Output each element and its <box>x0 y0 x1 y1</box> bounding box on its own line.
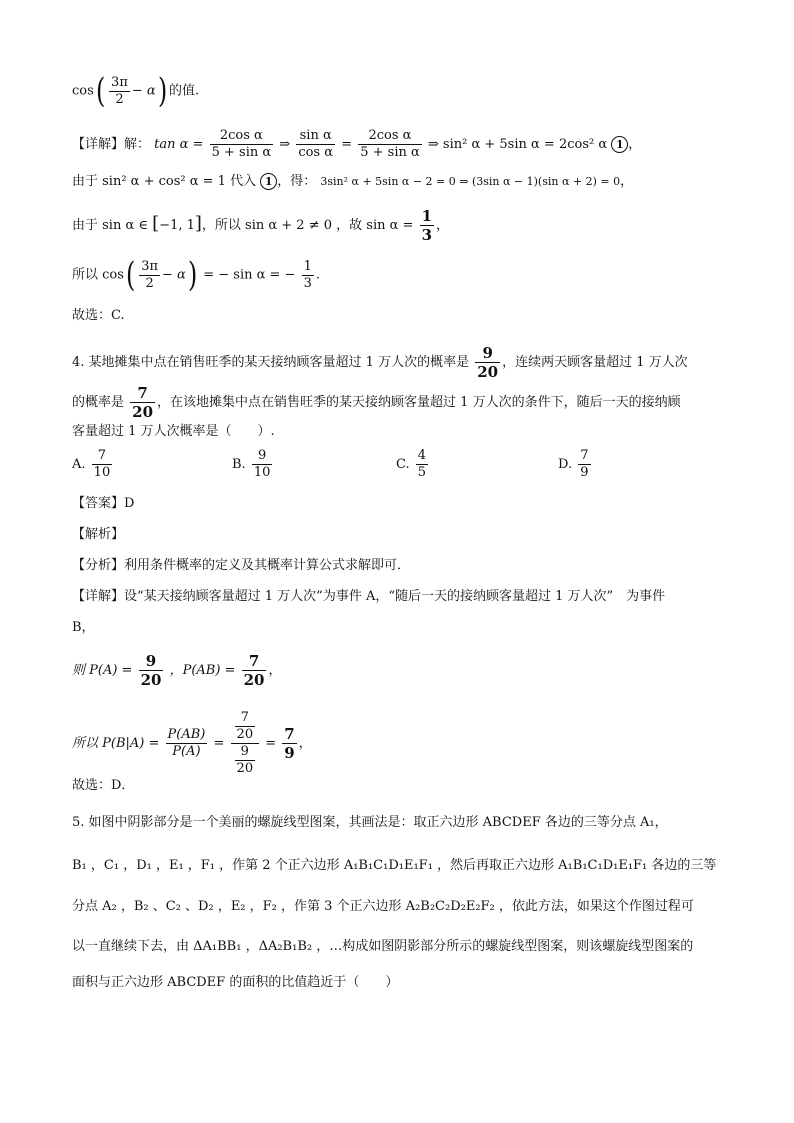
answer-line: 【答案】D <box>72 496 135 511</box>
frac-num: 2cos α <box>358 128 422 145</box>
option-fraction <box>578 448 590 481</box>
factored-expression: 3sin² α + 5sin α − 2 = 0 ⇒ (3sin α − 1)(sin α + 2) = 0 <box>320 175 621 188</box>
option-fraction <box>252 448 273 481</box>
option-label: A. <box>72 457 86 472</box>
option-label: B. <box>232 457 246 472</box>
frac-den: 20 <box>477 363 499 381</box>
frac-den: 10 <box>253 465 271 480</box>
range-text-2: ，所以 sin α + 2 ≠ 0 ，故 sin α = <box>201 218 414 233</box>
q4-line-3: 客量超过 1 万人次概率是（ ）. <box>72 424 275 439</box>
option-c[interactable] <box>396 448 430 481</box>
q5-line-1: 5. 如图中阴影部分是一个美丽的螺旋线型图案，其画法是：取正六边形 ABCDEF 各边的三等分点 A₁， <box>72 815 668 830</box>
q4-text-2: ，在该地摊集中点在销售旺季的某天接纳顾客量超过 1 万人次的条件下，随后一天的接纳顾 <box>157 395 681 410</box>
tail-comma: ， <box>268 663 282 678</box>
frac-den: 9 <box>580 465 589 480</box>
frac-num: 7 <box>284 725 295 743</box>
inner-fraction <box>235 710 256 743</box>
complex-num <box>231 710 260 744</box>
tail-comma: ， <box>298 736 312 751</box>
frac-num: 7 <box>235 710 256 727</box>
minus-alpha: − α <box>131 83 156 99</box>
tan-eq: tan α = <box>154 137 204 152</box>
frac-num: 7 <box>92 448 113 465</box>
complex-fraction <box>231 710 260 777</box>
range-text: 由于 sin α ∈ <box>72 218 153 233</box>
fraction-pab-pa <box>166 727 208 760</box>
option-label: D. <box>558 457 573 472</box>
fraction-one-third <box>420 207 434 244</box>
option-b[interactable] <box>232 448 274 481</box>
equals: = <box>265 736 277 751</box>
fraction-7-20 <box>130 384 155 421</box>
minus-alpha: − α <box>162 267 186 283</box>
frac-num: 9 <box>475 344 500 363</box>
fraction-9-20 <box>475 344 500 381</box>
frac-den: 2 <box>145 275 154 291</box>
range-line <box>72 207 449 244</box>
pa-prefix: 则 P(A) = <box>72 663 133 678</box>
detail4-line-1: 【详解】设“某天接纳顾客量超过 1 万人次”为事件 A，“随后一天的接纳顾客量超过 1 万人次” 为事件 <box>72 589 666 604</box>
implies-arrow: ⇒ <box>279 137 291 152</box>
q4-line-2 <box>72 384 681 421</box>
frac-num: 1 <box>421 207 432 225</box>
pba-prefix: 所以 P(B|A) = <box>72 736 160 751</box>
option-a[interactable] <box>72 448 114 481</box>
detail4-line-2: B， <box>72 620 95 635</box>
left-paren: ( <box>95 71 106 111</box>
q4-text: 的概率是 <box>72 395 125 410</box>
frac-den: 3 <box>303 275 312 291</box>
so-prefix: 所以 cos <box>72 267 124 283</box>
option-fraction <box>416 448 428 481</box>
sub-text-2: ，得： <box>277 174 317 189</box>
left-paren: ( <box>125 255 136 295</box>
top-expression-line <box>72 71 200 111</box>
frac-den: 20 <box>236 727 254 742</box>
frac-num: 1 <box>303 258 312 274</box>
frac-num: 4 <box>417 448 427 463</box>
frac-den: 10 <box>93 465 111 480</box>
frac-den: 5 + sin α <box>360 145 420 160</box>
option-label: C. <box>396 457 410 472</box>
jiexi-line: 【解析】 <box>72 527 125 542</box>
so-mid: = − sin α = − <box>203 267 296 283</box>
tail-text: 的值. <box>168 83 200 99</box>
frac-num: 3π <box>141 258 159 274</box>
frac-num: P(AB) <box>167 727 206 742</box>
frac-den: P(A) <box>172 744 201 759</box>
frac-num: 9 <box>252 448 273 465</box>
fraction-one-third <box>302 259 314 292</box>
fraction-1 <box>210 128 274 161</box>
q5-line-2: B₁ ，C₁ ，D₁ ，E₁ ，F₁ ，作第 2 个正六边形 A₁B₁C₁D₁E₁F₁ ，然后再取正六边形 A₁B₁C₁D₁E₁F₁ 各边的三等 <box>72 858 717 873</box>
q5-line-3: 分点 A₂ ，B₂ 、C₂ 、D₂ ，E₂ ，F₂ ，作第 3 个正六边形 A₂B₂C₂D₂E₂F₂ ，依此方法，如果这个作图过程可 <box>72 899 694 914</box>
fraction-3pi-over-2 <box>109 75 130 108</box>
q5-line-5: 面积与正六边形 ABCDEF 的面积的比值趋近于（ ） <box>72 975 399 990</box>
frac-num: 7 <box>242 652 267 671</box>
frac-den: 3 <box>421 226 432 244</box>
q4-line-1 <box>72 344 688 381</box>
frac-num: 7 <box>130 384 155 403</box>
bracket-right: ] <box>194 213 202 234</box>
inner-fraction <box>235 744 256 777</box>
detail-tag: 【详解】解： <box>72 137 151 152</box>
frac-num: 9 <box>139 652 164 671</box>
cos-label: cos <box>72 83 94 99</box>
equation-result: ⇒ sin² α + 5sin α = 2cos² α <box>427 137 608 152</box>
frac-num: 2cos α <box>210 128 274 145</box>
interval: −1, 1 <box>159 218 195 233</box>
frac-num: 7 <box>580 448 589 463</box>
circled-one: 1 <box>260 173 277 190</box>
frac-den: 2 <box>115 91 124 107</box>
option-fraction <box>92 448 113 481</box>
q4-text-2: ，连续两天顾客量超过 1 万人次 <box>502 355 688 370</box>
q5-line-4: 以一直继续下去，由 ΔA₁BB₁ ，ΔA₂B₁B₂ ，…构成如图阴影部分所示的螺旋线型图案，则该螺旋线型图案的 <box>72 939 694 954</box>
probability-line <box>72 652 281 689</box>
frac-den: 20 <box>236 761 254 776</box>
equals: = <box>213 736 225 751</box>
frac-den: 5 + sin α <box>211 145 272 160</box>
tail-comma: ， <box>620 174 634 189</box>
circled-one: 1 <box>611 136 628 153</box>
q3-detail-line <box>72 128 641 161</box>
conditional-probability-line <box>72 710 312 777</box>
tail-comma: ， <box>436 218 450 233</box>
fraction-9-20 <box>139 652 164 689</box>
pab-prefix: ，P(AB) = <box>169 663 236 678</box>
complex-den <box>231 744 260 777</box>
fraction-7-20 <box>242 652 267 689</box>
tail-comma: ， <box>628 137 642 152</box>
option-d[interactable] <box>558 448 593 481</box>
tail-period: . <box>315 267 321 283</box>
analysis-line: 【分析】利用条件概率的定义及其概率计算公式求解即可． <box>72 558 411 573</box>
choose-c: 故选：C. <box>72 308 125 323</box>
bracket-left: [ <box>152 213 160 234</box>
fraction-3 <box>358 128 422 161</box>
frac-den: 20 <box>140 671 162 689</box>
right-paren: ) <box>157 71 167 111</box>
frac-den: 20 <box>132 403 154 421</box>
fraction-2 <box>296 128 335 161</box>
frac-den: cos α <box>298 145 334 160</box>
equals: = <box>341 137 353 152</box>
frac-num: 3π <box>111 74 128 90</box>
sub-text: 由于 sin² α + cos² α = 1 代入 <box>72 174 257 189</box>
fraction-7-9 <box>282 725 296 762</box>
so-cos-line <box>72 255 321 295</box>
frac-den: 9 <box>284 744 295 762</box>
choose-d: 故选：D． <box>72 778 135 793</box>
frac-den: 20 <box>243 671 265 689</box>
frac-den: 5 <box>417 465 427 480</box>
right-paren: ) <box>187 255 198 295</box>
fraction-3pi-over-2 <box>139 259 160 292</box>
substitution-line <box>72 172 633 192</box>
frac-num: 9 <box>235 744 256 761</box>
q4-text: 4. 某地摊集中点在销售旺季的某天接纳顾客量超过 1 万人次的概率是 <box>72 355 470 370</box>
frac-num: sin α <box>296 128 335 145</box>
